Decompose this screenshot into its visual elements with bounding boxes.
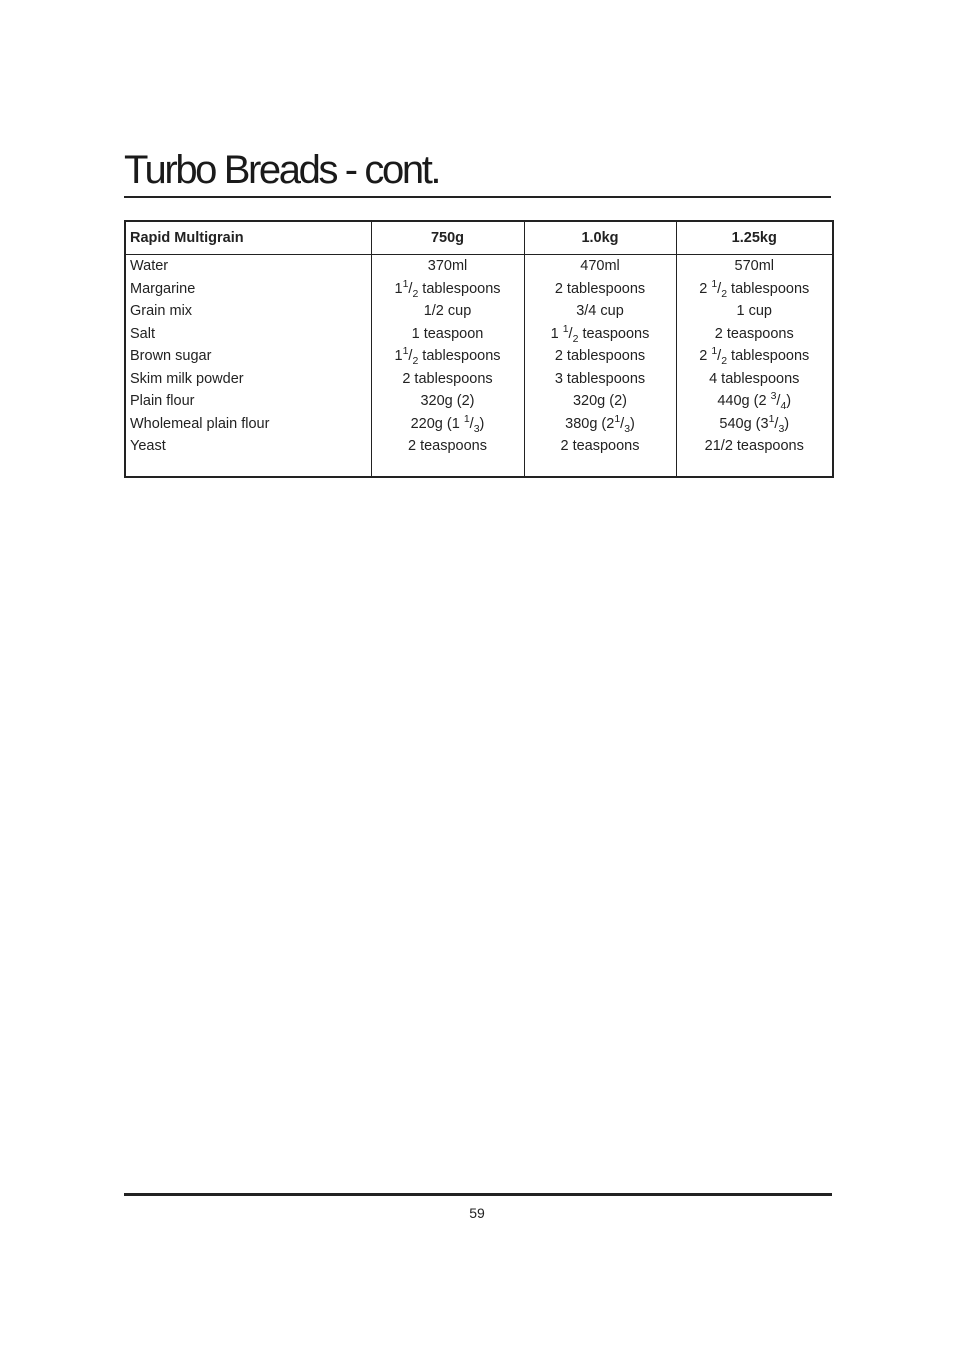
quantity-slash: /: [774, 415, 779, 432]
ingredient-name: Margarine: [130, 280, 196, 297]
quantity-pre: 370ml: [427, 258, 468, 274]
quantity-sub: 2: [412, 287, 419, 300]
quantity-sub: 3: [624, 422, 631, 435]
quantity-value: [376, 368, 520, 391]
quantity-slash: /: [717, 280, 722, 297]
quantity-pre: 4 tablespoons: [709, 370, 800, 387]
quantity-slash: /: [717, 348, 722, 364]
recipe-table: [124, 220, 834, 478]
quantity-pre: 570ml: [734, 258, 774, 274]
quantity-pre: 320g (2): [572, 393, 627, 409]
quantity-pre: 540g (3: [719, 415, 769, 432]
quantity-slash: /: [776, 393, 781, 409]
quantity-post: tablespoons: [727, 280, 810, 297]
quantity-value: [529, 435, 672, 458]
quantity-pre: 3/4 cup: [576, 303, 624, 319]
quantity-pre: 1: [550, 325, 563, 342]
quantity-value: [529, 323, 672, 346]
quantity-sub: 2: [412, 354, 419, 367]
size-header: 750g: [371, 221, 524, 255]
page-number: 59: [469, 1205, 485, 1221]
size-column-1kg: [524, 255, 676, 477]
quantity-pre: 2: [699, 280, 712, 297]
quantity-value: [529, 300, 672, 323]
quantity-sub: 2: [572, 332, 579, 345]
quantity-post: tablespoons: [418, 280, 501, 297]
quantity-pre: 2 teaspoons: [560, 438, 640, 454]
quantity-sup: 1: [463, 412, 470, 425]
quantity-value: [529, 413, 672, 436]
quantity-pre: 1: [394, 280, 403, 297]
quantity-post: teaspoons: [578, 325, 650, 342]
quantity-sub: 2: [721, 354, 728, 367]
quantity-pre: 220g (1: [410, 415, 464, 432]
quantity-slash: /: [568, 325, 573, 342]
table-body-row: [125, 255, 833, 477]
size-column-750g: [371, 255, 524, 477]
quantity-value: [681, 323, 829, 346]
table-header-row: [125, 221, 833, 255]
size-header: 1.25kg: [676, 221, 833, 255]
ingredient-name: Wholemeal plain flour: [130, 415, 270, 432]
quantity-sup: 3: [770, 390, 777, 403]
quantity-sup: 1: [711, 345, 718, 358]
size-column-1-25kg: [676, 255, 833, 477]
quantity-value: [681, 300, 829, 323]
ingredient-name: Plain flour: [130, 393, 195, 409]
quantity-value: [376, 323, 520, 346]
quantity-slash: /: [408, 280, 413, 297]
quantity-value: [529, 390, 672, 413]
quantity-pre: 2 tablespoons: [402, 370, 493, 387]
ingredient-name: Salt: [130, 325, 155, 342]
quantity-post: tablespoons: [727, 348, 810, 364]
quantity-pre: 1 cup: [736, 303, 772, 319]
quantity-value: [529, 255, 672, 278]
quantity-pre: 470ml: [580, 258, 620, 274]
quantity-slash: /: [620, 415, 625, 432]
quantity-value: [681, 278, 829, 301]
quantity-value: [681, 345, 829, 368]
quantity-value: [529, 345, 672, 368]
quantity-pre: 2 tablespoons: [554, 280, 646, 297]
quantity-pre: 1 teaspoon: [411, 325, 484, 342]
ingredient-name: Water: [130, 258, 169, 274]
quantity-pre: 440g (2: [717, 393, 771, 409]
quantity-value: [681, 368, 829, 391]
quantity-post: ): [784, 415, 790, 432]
quantity-pre: 2 tablespoons: [554, 348, 646, 364]
quantity-sub: 3: [473, 422, 480, 435]
quantity-pre: 21/2 teaspoons: [704, 438, 804, 454]
quantity-value: [376, 345, 520, 368]
ingredient-name: Skim milk powder: [130, 370, 244, 387]
quantity-pre: 3 tablespoons: [554, 370, 646, 387]
quantity-sub: 3: [778, 422, 785, 435]
quantity-value: [529, 368, 672, 391]
quantity-sup: 1: [402, 277, 409, 290]
page-title: Turbo Breads - cont.: [124, 148, 440, 192]
quantity-slash: /: [469, 415, 474, 432]
ingredient-name: Grain mix: [130, 303, 193, 319]
footer-rule: [124, 1193, 832, 1196]
quantity-value: [376, 255, 520, 278]
quantity-value: [681, 435, 829, 458]
quantity-sub: 2: [721, 287, 728, 300]
quantity-pre: 1: [394, 348, 403, 364]
quantity-value: [681, 413, 829, 436]
quantity-sup: 1: [768, 412, 775, 425]
quantity-value: [376, 300, 520, 323]
ingredient-name: Brown sugar: [130, 348, 212, 364]
quantity-pre: 2: [699, 348, 712, 364]
quantity-pre: 320g (2): [420, 393, 475, 409]
size-header: 1.0kg: [524, 221, 676, 255]
quantity-sup: 1: [402, 345, 409, 358]
quantity-post: ): [479, 415, 485, 432]
quantity-pre: 380g (2: [565, 415, 615, 432]
quantity-post: tablespoons: [418, 348, 501, 364]
quantity-value: [376, 278, 520, 301]
quantity-post: ): [630, 415, 635, 432]
quantity-slash: /: [408, 348, 413, 364]
quantity-post: ): [786, 393, 792, 409]
quantity-value: [529, 278, 672, 301]
quantity-value: [376, 413, 520, 436]
quantity-value: [681, 390, 829, 413]
quantity-value: [376, 390, 520, 413]
quantity-value: [376, 435, 520, 458]
quantity-pre: 1/2 cup: [423, 303, 472, 319]
ingredient-column: [125, 255, 371, 477]
quantity-sub: 4: [780, 399, 787, 412]
quantity-pre: 2 teaspoons: [407, 438, 487, 454]
quantity-sup: 1: [614, 412, 621, 425]
recipe-name-header: Rapid Multigrain: [125, 221, 371, 255]
quantity-sup: 1: [562, 322, 569, 335]
ingredient-name: Yeast: [130, 438, 166, 454]
quantity-pre: 2 teaspoons: [714, 325, 794, 342]
title-rule: [124, 196, 831, 198]
quantity-value: [681, 255, 829, 278]
quantity-sup: 1: [711, 277, 718, 290]
